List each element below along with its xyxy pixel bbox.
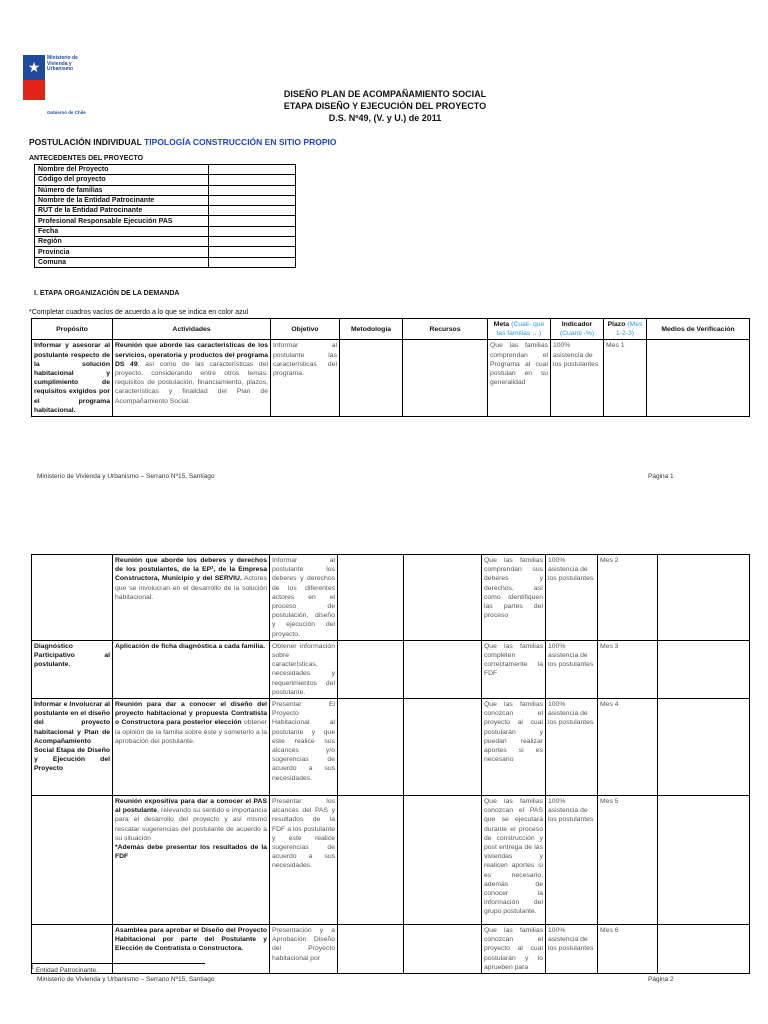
- plan-table-page1: [31, 318, 750, 417]
- cell-plazo: Mes 5: [598, 796, 658, 925]
- cell-recursos: [404, 796, 482, 925]
- cell-meta: Que las familias conozcan el proyecto al cual postularán y puedan realizar aportes si es necesario: [482, 699, 546, 796]
- cell-proposito: Diagnóstico Participativo al postulante.: [32, 640, 113, 698]
- antecedentes-label: Número de familias: [35, 185, 209, 195]
- cell-proposito: [32, 796, 113, 925]
- page-number-1: Página 1: [648, 473, 674, 480]
- antecedentes-value-field[interactable]: [209, 226, 296, 236]
- cell-recursos: [403, 340, 488, 417]
- antecedentes-label: Comuna: [35, 257, 209, 267]
- etapa-heading: I. ETAPA ORGANIZACIÓN DE LA DEMANDA: [34, 290, 180, 297]
- antecedentes-value-field[interactable]: [209, 165, 296, 175]
- doc-title-line2: ETAPA DISEÑO Y EJECUCIÓN DEL PROYECTO: [283, 101, 487, 111]
- table-row: [32, 640, 750, 698]
- cell-indicador: 100% asistencia de los postulantes: [546, 640, 598, 698]
- cell-meta: Que las familias comprendan sus deberes y derechos, así como identifiquen las partes del proceso: [482, 555, 546, 641]
- table-row: [32, 699, 750, 796]
- cell-medios: [658, 925, 750, 974]
- footnote-rule: [31, 963, 205, 964]
- cell-metodologia: [338, 925, 404, 974]
- antecedentes-value-field[interactable]: [209, 185, 296, 195]
- antecedentes-heading: ANTECEDENTES DEL PROYECTO: [29, 155, 144, 162]
- cell-medios: [658, 699, 750, 796]
- cell-recursos: [404, 699, 482, 796]
- antecedentes-value-field[interactable]: [209, 175, 296, 185]
- cell-medios: [658, 555, 750, 641]
- cell-proposito: [32, 555, 113, 641]
- antecedentes-label: RUT de la Entidad Patrocinante: [35, 206, 209, 216]
- cell-proposito: Informar y asesorar al postulante respecto de la solución habitacional y cumplimiento de requisitos exigidos por el programa habitacional.: [32, 340, 113, 417]
- cell-proposito: Informar e Involucrar al postulante en el diseño del proyecto habitacional y Plan de Acompañamiento Social Etapa de Diseño y Ejecución del Proyecto: [32, 699, 113, 796]
- antecedentes-row: [35, 195, 296, 205]
- header-plazo: Plazo (Mes 1-2-3): [604, 319, 647, 340]
- antecedentes-label: Profesional Responsable Ejecución PAS: [35, 216, 209, 226]
- antecedentes-value-field[interactable]: [209, 247, 296, 257]
- table-header-row: [32, 319, 750, 340]
- antecedentes-row: [35, 247, 296, 257]
- antecedentes-label: Provincia: [35, 247, 209, 257]
- cell-metodologia: [340, 340, 403, 417]
- cell-recursos: [404, 640, 482, 698]
- cell-metodologia: [338, 555, 404, 641]
- postulacion-tipologia: TIPOLOGÍA CONSTRUCCIÓN EN SITIO PROPIO: [144, 137, 337, 147]
- antecedentes-row: [35, 226, 296, 236]
- cell-objetivo: Obtener información sobre características, necesidades y requerimientos del postulante.: [270, 640, 338, 698]
- cell-actividades: Reunión expositiva para dar a conocer el PAS al postulante, relevando su sentido e importancia para el desarrollo del proyecto y así mismo rescatar sugerencias del postulante de acuerdo a su situación *Además debe presentar los resultados de la FDF: [113, 796, 270, 925]
- header-objetivo: Objetivo: [271, 319, 340, 340]
- antecedentes-row: [35, 257, 296, 267]
- page-number-2: Página 2: [648, 976, 674, 983]
- cell-meta: Que las familias completen correctamente la FDF: [482, 640, 546, 698]
- header-actividades: Actividades: [113, 319, 271, 340]
- cell-recursos: [404, 555, 482, 641]
- ministry-logo: [23, 55, 86, 119]
- antecedentes-label: Nombre del Proyecto: [35, 165, 209, 175]
- antecedentes-row: [35, 237, 296, 247]
- antecedentes-value-field[interactable]: [209, 216, 296, 226]
- cell-metodologia: [338, 796, 404, 925]
- cell-objetivo: Presentación y a Aprobación Diseño del Proyecto habitacional por: [270, 925, 338, 974]
- table-row: [32, 555, 750, 641]
- cell-actividades: Aplicación de ficha diagnóstica a cada familia.: [113, 640, 270, 698]
- cell-recursos: [404, 925, 482, 974]
- cell-metodologia: [338, 699, 404, 796]
- header-metodologia: Metodología: [340, 319, 403, 340]
- cell-objetivo: Informar al postulante las características del programa.: [271, 340, 340, 417]
- cell-indicador: 100% asistencia de los postulantes: [551, 340, 604, 417]
- cell-plazo: Mes 3: [598, 640, 658, 698]
- logo-government-text: Gobierno de Chile: [47, 110, 86, 115]
- cell-objetivo: Presentar El Proyecto Habitacional al postulante y que este realice sus alcances y/o sugerencias de acuerdo a sus necesidades.: [270, 699, 338, 796]
- logo-ministry-text: Ministerio de Vivienda y Urbanismo: [47, 55, 78, 72]
- cell-actividades: Reunión que aborde las características de los servicios, operatoria y productos del programa DS 49, así como de las características del proyecto, considerando entre otros temas: requisitos de postulación, financiamiento, plazos, características y finalidad del Plan de Acompañamiento Social.: [113, 340, 271, 417]
- antecedentes-label: Región: [35, 237, 209, 247]
- antecedentes-value-field[interactable]: [209, 257, 296, 267]
- postulacion-prefix: POSTULACIÓN INDIVIDUAL: [29, 137, 142, 147]
- cell-medios: [658, 796, 750, 925]
- cell-medios: [647, 340, 750, 417]
- footer-address-page1: Ministerio de Vivienda y Urbanismo – Serrano Nº15, Santiago: [37, 473, 215, 480]
- header-recursos: Recursos: [403, 319, 488, 340]
- cell-actividades: Reunión para dar a conocer el diseño del proyecto habitacional y propuesta Contratista o Constructora para posterior elección obtener la opinión de la familia sobre éste y someterlo a la aprobación del postulante.: [113, 699, 270, 796]
- cell-actividades: Reunión que aborde los deberes y derechos de los postulantes, de la EP¹, de la Empresa Constructora, Municipio y del SERVIU. Actores que se involucran en el desarrollo de la solución habitacional.: [113, 555, 270, 641]
- cell-objetivo: Informar al postulante los deberes y derechos de los diferentes actores en el proceso de postulación, diseño y ejecución del proyecto.: [270, 555, 338, 641]
- cell-meta: Que las familias comprendan el Programa al cual postulan en su generalidad: [488, 340, 551, 417]
- cell-actividades: Asamblea para aprobar el Diseño del Proyecto Habitacional por parte del Postulante y Elección de Contratista o Constructora.: [113, 925, 270, 974]
- antecedentes-value-field[interactable]: [209, 195, 296, 205]
- header-proposito: Propósito: [32, 319, 113, 340]
- cell-meta: Que las familias conozcan el PAS que se ejecutará durante el proceso de construcción y post entrega de las viviendas y realicen aportes si es necesario, además de conocer la información del grupo postulante.: [482, 796, 546, 925]
- antecedentes-value-field[interactable]: [209, 237, 296, 247]
- footnote: $^1$ Entidad Patrocinante.: [31, 965, 98, 975]
- cell-medios: [658, 640, 750, 698]
- etapa-note: *Completar cuadros vacíos de acuerdo a lo que se indica en color azul: [29, 309, 249, 316]
- antecedentes-row: [35, 206, 296, 216]
- header-indicador: Indicador (Cuanti -%): [551, 319, 604, 340]
- star-icon: ★: [23, 55, 45, 80]
- postulacion-heading: [29, 137, 336, 147]
- antecedentes-row: [35, 185, 296, 195]
- cell-plazo: Mes 4: [598, 699, 658, 796]
- logo-red-block: [23, 80, 45, 100]
- cell-indicador: 100% asistencia de los postulantes: [546, 555, 598, 641]
- cell-plazo: Mes 6: [598, 925, 658, 974]
- footer-address-page2: Ministerio de Vivienda y Urbanismo – Serrano Nº15, Santiago: [37, 976, 215, 983]
- antecedentes-value-field[interactable]: [209, 206, 296, 216]
- antecedentes-row: [35, 216, 296, 226]
- header-meta: Meta (Cuali- que las familias …): [488, 319, 551, 340]
- antecedentes-row: [35, 165, 296, 175]
- doc-title-line1: DISEÑO PLAN DE ACOMPAÑAMIENTO SOCIAL: [283, 89, 487, 99]
- cell-indicador: 100% asistencia de los postulantes: [546, 699, 598, 796]
- cell-plazo: Mes 1: [604, 340, 647, 417]
- cell-indicador: 100% asistencia de los postulantes: [546, 925, 598, 974]
- doc-title-line3: D.S. Nº49, (V. y U.) de 2011: [328, 113, 442, 123]
- antecedentes-table: [34, 164, 296, 268]
- table-row: [32, 925, 750, 974]
- antecedentes-label: Fecha: [35, 226, 209, 236]
- antecedentes-label: Nombre de la Entidad Patrocinante: [35, 195, 209, 205]
- table-row: [32, 340, 750, 417]
- header-medios: Medios de Verificación: [647, 319, 750, 340]
- cell-indicador: 100% asistencia de los postulantes: [546, 796, 598, 925]
- table-row: [32, 796, 750, 925]
- cell-metodologia: [338, 640, 404, 698]
- antecedentes-row: [35, 175, 296, 185]
- antecedentes-label: Código del proyecto: [35, 175, 209, 185]
- cell-plazo: Mes 2: [598, 555, 658, 641]
- cell-objetivo: Presentar los alcances del PAS y resultados de la FDF a los postulante y este realice sugerencias de acuerdo a sus necesidades.: [270, 796, 338, 925]
- plan-table-page2: [31, 554, 750, 974]
- cell-meta: Que las familias conozcan el proyecto al cual postularán y lo aprueben para: [482, 925, 546, 974]
